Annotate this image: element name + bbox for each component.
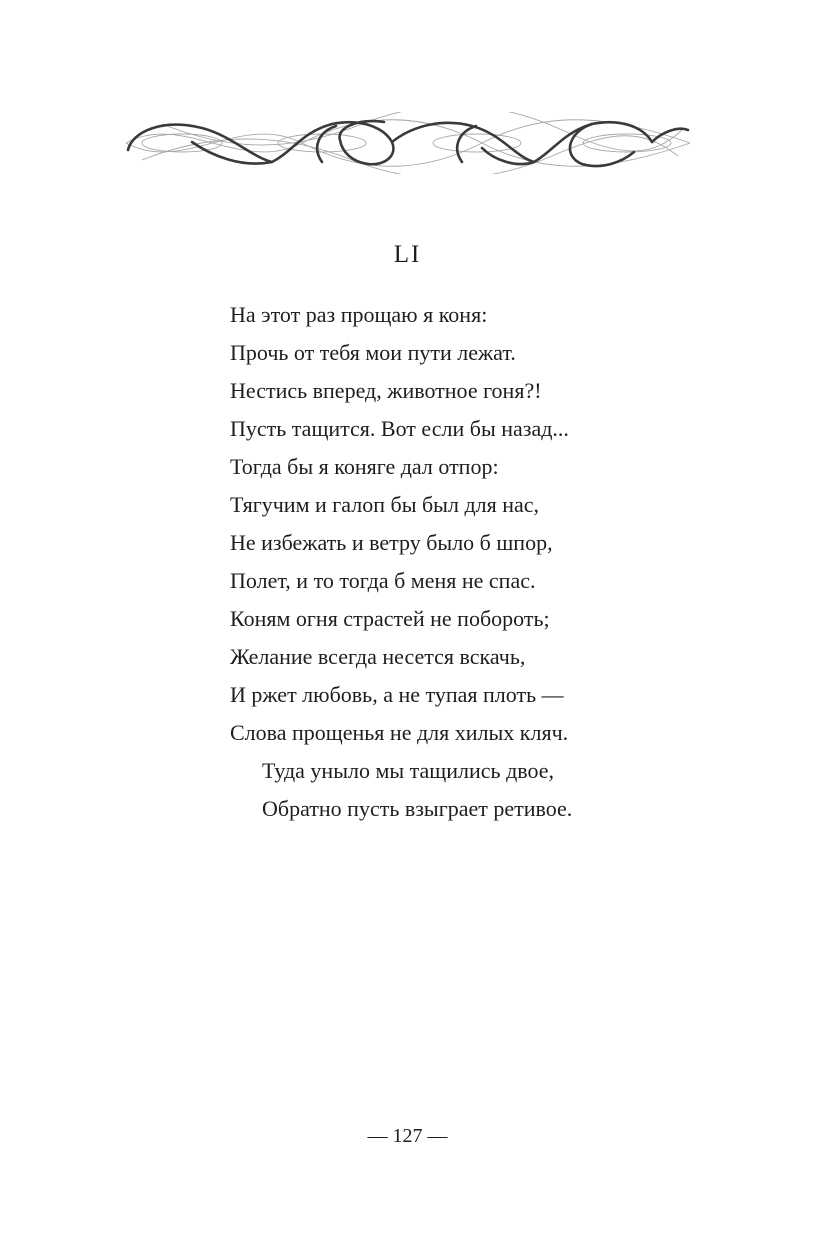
- poem-line: Полет, и то тогда б меня не спас.: [230, 568, 536, 593]
- poem-line: И ржет любовь, а не тупая плоть —: [230, 682, 564, 707]
- poem-line: Нестись вперед, животное гоня?!: [230, 378, 542, 403]
- poem-line: Желание всегда несется вскачь,: [230, 644, 526, 669]
- poem-line: Коням огня страстей не побороть;: [230, 606, 550, 631]
- decorative-header-ornament: [122, 112, 694, 174]
- poem-line: Пусть тащится. Вот если бы назад...: [230, 416, 569, 441]
- poem-title: LI: [393, 241, 422, 268]
- poem-body: [230, 296, 750, 828]
- poem-line: На этот раз прощаю я коня:: [230, 302, 488, 327]
- poem-line: Тогда бы я коняге дал отпор:: [230, 454, 499, 479]
- poem-line: Не избежать и ветру было б шпор,: [230, 530, 553, 555]
- poem-line: Прочь от тебя мои пути лежат.: [230, 340, 516, 365]
- poem-line: Тягучим и галоп бы был для нас,: [230, 492, 540, 517]
- poem-couplet-line: Обратно пусть взыграет ретивое.: [262, 796, 573, 821]
- ornament-swirl-icon: [122, 112, 694, 174]
- poem-couplet-line: Туда уныло мы тащились двое,: [262, 758, 555, 783]
- page-number: — 127 —: [367, 1125, 448, 1147]
- poem-line: Слова прощенья не для хилых кляч.: [230, 720, 569, 745]
